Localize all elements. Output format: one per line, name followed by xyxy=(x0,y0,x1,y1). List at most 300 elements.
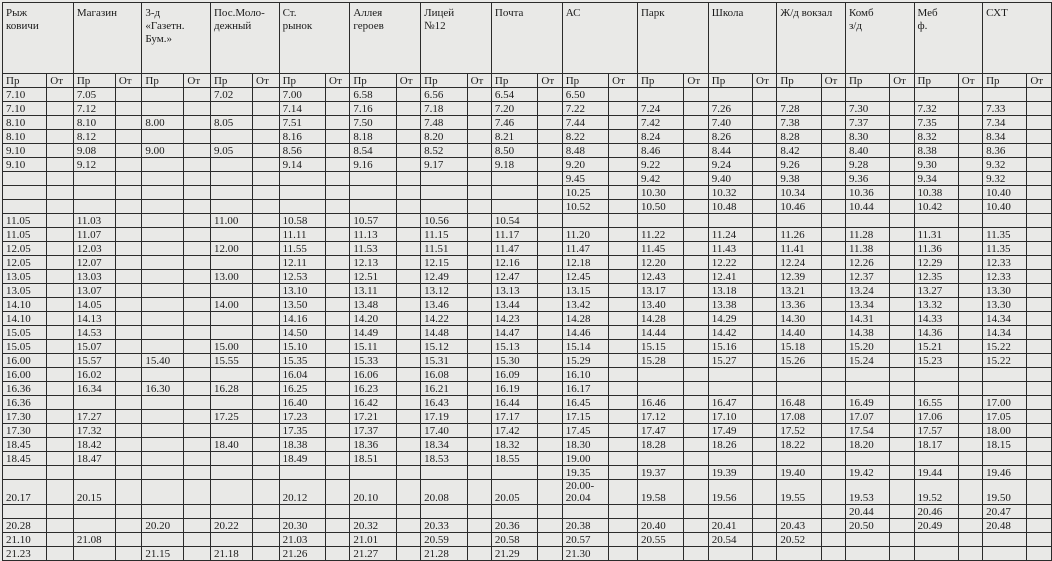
empty-ot-cell xyxy=(753,242,777,256)
empty-ot-cell xyxy=(538,452,562,466)
empty-ot-cell xyxy=(253,284,280,298)
empty-ot-cell xyxy=(47,116,74,130)
departure-time-cell xyxy=(777,547,821,561)
empty-ot-cell xyxy=(396,533,420,547)
departure-time-cell: 7.12 xyxy=(73,102,115,116)
direction-ot-label: От xyxy=(821,74,845,88)
empty-ot-cell xyxy=(47,298,74,312)
departure-time-cell: 11.35 xyxy=(983,228,1027,242)
departure-time-cell: 20.52 xyxy=(777,533,821,547)
empty-ot-cell xyxy=(1027,88,1052,102)
departure-time-cell: 12.07 xyxy=(73,256,115,270)
departure-time-cell: 15.05 xyxy=(3,326,47,340)
empty-ot-cell xyxy=(684,228,708,242)
empty-ot-cell xyxy=(958,452,982,466)
empty-ot-cell xyxy=(609,270,638,284)
timetable-row xyxy=(3,533,1052,547)
empty-ot-cell xyxy=(684,172,708,186)
departure-time-cell: 20.40 xyxy=(637,519,683,533)
empty-ot-cell xyxy=(115,505,142,519)
departure-time-cell: 13.34 xyxy=(845,298,889,312)
empty-ot-cell xyxy=(1027,200,1052,214)
departure-time-cell: 15.57 xyxy=(73,354,115,368)
departure-time-cell: 12.43 xyxy=(637,270,683,284)
departure-time-cell xyxy=(73,186,115,200)
departure-time-cell: 10.50 xyxy=(637,200,683,214)
departure-time-cell xyxy=(142,172,184,186)
empty-ot-cell xyxy=(821,354,845,368)
empty-ot-cell xyxy=(538,270,562,284)
departure-time-cell xyxy=(708,452,752,466)
direction-pr-label: Пр xyxy=(637,74,683,88)
empty-ot-cell xyxy=(609,256,638,270)
departure-time-cell xyxy=(210,200,252,214)
timetable-body xyxy=(3,88,1052,561)
empty-ot-cell xyxy=(538,438,562,452)
departure-time-cell: 11.07 xyxy=(73,228,115,242)
departure-time-cell: 14.28 xyxy=(637,312,683,326)
empty-ot-cell xyxy=(890,256,914,270)
empty-ot-cell xyxy=(396,410,420,424)
direction-ot-label: От xyxy=(958,74,982,88)
departure-time-cell xyxy=(73,466,115,480)
empty-ot-cell xyxy=(115,214,142,228)
empty-ot-cell xyxy=(1027,368,1052,382)
empty-ot-cell xyxy=(253,186,280,200)
departure-time-cell: 15.35 xyxy=(279,354,325,368)
departure-time-cell: 8.10 xyxy=(73,116,115,130)
empty-ot-cell xyxy=(958,533,982,547)
empty-ot-cell xyxy=(890,533,914,547)
departure-time-cell: 20.38 xyxy=(562,519,608,533)
departure-time-cell: 9.05 xyxy=(210,144,252,158)
empty-ot-cell xyxy=(396,424,420,438)
empty-ot-cell xyxy=(467,116,491,130)
empty-ot-cell xyxy=(47,533,74,547)
departure-time-cell: 14.48 xyxy=(421,326,467,340)
timetable-row xyxy=(3,466,1052,480)
empty-ot-cell xyxy=(538,158,562,172)
departure-time-cell: 15.24 xyxy=(845,354,889,368)
empty-ot-cell xyxy=(753,424,777,438)
departure-time-cell: 10.54 xyxy=(491,214,537,228)
timetable-row xyxy=(3,256,1052,270)
departure-time-cell: 16.00 xyxy=(3,354,47,368)
departure-time-cell: 7.14 xyxy=(279,102,325,116)
empty-ot-cell xyxy=(753,256,777,270)
empty-ot-cell xyxy=(821,298,845,312)
departure-time-cell xyxy=(3,466,47,480)
departure-time-cell xyxy=(142,284,184,298)
direction-ot-label: От xyxy=(115,74,142,88)
departure-time-cell: 17.07 xyxy=(845,410,889,424)
empty-ot-cell xyxy=(684,312,708,326)
departure-time-cell: 12.35 xyxy=(914,270,958,284)
empty-ot-cell xyxy=(184,298,211,312)
departure-time-cell: 14.47 xyxy=(491,326,537,340)
departure-time-cell: 18.45 xyxy=(3,452,47,466)
empty-ot-cell xyxy=(47,312,74,326)
departure-time-cell xyxy=(845,452,889,466)
empty-ot-cell xyxy=(467,410,491,424)
empty-ot-cell xyxy=(821,438,845,452)
empty-ot-cell xyxy=(684,354,708,368)
departure-time-cell: 11.05 xyxy=(3,214,47,228)
empty-ot-cell xyxy=(684,88,708,102)
departure-time-cell: 11.51 xyxy=(421,242,467,256)
empty-ot-cell xyxy=(890,368,914,382)
departure-time-cell: 8.42 xyxy=(777,144,821,158)
empty-ot-cell xyxy=(47,284,74,298)
empty-ot-cell xyxy=(47,256,74,270)
departure-time-cell: 18.53 xyxy=(421,452,467,466)
empty-ot-cell xyxy=(538,382,562,396)
timetable-row xyxy=(3,116,1052,130)
empty-ot-cell xyxy=(47,326,74,340)
empty-ot-cell xyxy=(821,382,845,396)
departure-time-cell: 16.46 xyxy=(637,396,683,410)
direction-pr-label: Пр xyxy=(491,74,537,88)
departure-time-cell: 10.42 xyxy=(914,200,958,214)
empty-ot-cell xyxy=(1027,382,1052,396)
empty-ot-cell xyxy=(609,396,638,410)
departure-time-cell: 8.38 xyxy=(914,144,958,158)
departure-time-cell: 21.28 xyxy=(421,547,467,561)
departure-time-cell xyxy=(914,382,958,396)
empty-ot-cell xyxy=(184,547,211,561)
departure-time-cell xyxy=(350,466,396,480)
empty-ot-cell xyxy=(326,130,350,144)
empty-ot-cell xyxy=(609,547,638,561)
departure-time-cell: 19.40 xyxy=(777,466,821,480)
empty-ot-cell xyxy=(890,214,914,228)
departure-time-cell: 12.15 xyxy=(421,256,467,270)
departure-time-cell xyxy=(210,424,252,438)
departure-time-cell xyxy=(142,102,184,116)
empty-ot-cell xyxy=(958,102,982,116)
direction-pr-label: Пр xyxy=(279,74,325,88)
timetable-row xyxy=(3,505,1052,519)
departure-time-cell: 12.47 xyxy=(491,270,537,284)
departure-time-cell: 8.30 xyxy=(845,130,889,144)
departure-time-cell: 16.43 xyxy=(421,396,467,410)
empty-ot-cell xyxy=(326,505,350,519)
empty-ot-cell xyxy=(115,256,142,270)
departure-time-cell xyxy=(421,466,467,480)
empty-ot-cell xyxy=(326,186,350,200)
departure-time-cell: 20.50 xyxy=(845,519,889,533)
departure-time-cell: 18.15 xyxy=(983,438,1027,452)
departure-time-cell: 17.06 xyxy=(914,410,958,424)
departure-time-cell: 14.33 xyxy=(914,312,958,326)
departure-time-cell: 15.21 xyxy=(914,340,958,354)
empty-ot-cell xyxy=(958,396,982,410)
empty-ot-cell xyxy=(821,368,845,382)
empty-ot-cell xyxy=(467,228,491,242)
empty-ot-cell xyxy=(684,480,708,505)
departure-time-cell: 15.15 xyxy=(637,340,683,354)
empty-ot-cell xyxy=(47,466,74,480)
empty-ot-cell xyxy=(958,519,982,533)
departure-time-cell: 20.33 xyxy=(421,519,467,533)
departure-time-cell xyxy=(914,214,958,228)
departure-time-cell xyxy=(983,88,1027,102)
departure-time-cell xyxy=(210,158,252,172)
departure-time-cell: 20.43 xyxy=(777,519,821,533)
empty-ot-cell xyxy=(326,438,350,452)
departure-time-cell: 15.14 xyxy=(562,340,608,354)
departure-time-cell: 18.34 xyxy=(421,438,467,452)
empty-ot-cell xyxy=(253,452,280,466)
empty-ot-cell xyxy=(1027,424,1052,438)
empty-ot-cell xyxy=(1027,466,1052,480)
empty-ot-cell xyxy=(115,396,142,410)
departure-time-cell: 18.55 xyxy=(491,452,537,466)
empty-ot-cell xyxy=(115,424,142,438)
departure-time-cell: 10.38 xyxy=(914,186,958,200)
departure-time-cell: 15.11 xyxy=(350,340,396,354)
empty-ot-cell xyxy=(684,158,708,172)
empty-ot-cell xyxy=(538,130,562,144)
empty-ot-cell xyxy=(326,519,350,533)
empty-ot-cell xyxy=(609,480,638,505)
empty-ot-cell xyxy=(609,354,638,368)
empty-ot-cell xyxy=(115,368,142,382)
departure-time-cell: 14.23 xyxy=(491,312,537,326)
empty-ot-cell xyxy=(326,452,350,466)
departure-time-cell xyxy=(914,368,958,382)
empty-ot-cell xyxy=(396,256,420,270)
departure-time-cell: 10.46 xyxy=(777,200,821,214)
empty-ot-cell xyxy=(396,480,420,505)
empty-ot-cell xyxy=(958,214,982,228)
departure-time-cell xyxy=(73,172,115,186)
departure-time-cell: 13.36 xyxy=(777,298,821,312)
departure-time-cell: 12.11 xyxy=(279,256,325,270)
departure-time-cell: 11.11 xyxy=(279,228,325,242)
empty-ot-cell xyxy=(821,144,845,158)
departure-time-cell: 20.36 xyxy=(491,519,537,533)
empty-ot-cell xyxy=(47,396,74,410)
empty-ot-cell xyxy=(326,284,350,298)
empty-ot-cell xyxy=(184,354,211,368)
empty-ot-cell xyxy=(609,242,638,256)
departure-time-cell: 10.52 xyxy=(562,200,608,214)
empty-ot-cell xyxy=(253,256,280,270)
empty-ot-cell xyxy=(396,519,420,533)
empty-ot-cell xyxy=(253,368,280,382)
departure-time-cell xyxy=(350,172,396,186)
departure-time-cell: 19.53 xyxy=(845,480,889,505)
departure-time-cell: 8.36 xyxy=(983,144,1027,158)
departure-time-cell: 20.10 xyxy=(350,480,396,505)
empty-ot-cell xyxy=(115,144,142,158)
departure-time-cell: 17.23 xyxy=(279,410,325,424)
empty-ot-cell xyxy=(326,298,350,312)
departure-time-cell: 9.10 xyxy=(3,158,47,172)
empty-ot-cell xyxy=(253,312,280,326)
empty-ot-cell xyxy=(184,284,211,298)
empty-ot-cell xyxy=(1027,256,1052,270)
empty-ot-cell xyxy=(753,144,777,158)
departure-time-cell: 17.08 xyxy=(777,410,821,424)
empty-ot-cell xyxy=(396,340,420,354)
empty-ot-cell xyxy=(467,547,491,561)
departure-time-cell: 14.00 xyxy=(210,298,252,312)
departure-time-cell: 8.21 xyxy=(491,130,537,144)
departure-time-cell: 19.55 xyxy=(777,480,821,505)
departure-time-cell: 16.30 xyxy=(142,382,184,396)
empty-ot-cell xyxy=(467,130,491,144)
empty-ot-cell xyxy=(821,186,845,200)
empty-ot-cell xyxy=(684,424,708,438)
empty-ot-cell xyxy=(47,88,74,102)
empty-ot-cell xyxy=(753,172,777,186)
departure-time-cell xyxy=(350,505,396,519)
departure-time-cell: 8.12 xyxy=(73,130,115,144)
departure-time-cell: 10.57 xyxy=(350,214,396,228)
departure-time-cell: 16.02 xyxy=(73,368,115,382)
departure-time-cell: 16.34 xyxy=(73,382,115,396)
departure-time-cell xyxy=(983,547,1027,561)
departure-time-cell: 18.26 xyxy=(708,438,752,452)
departure-time-cell xyxy=(210,130,252,144)
empty-ot-cell xyxy=(115,102,142,116)
empty-ot-cell xyxy=(115,116,142,130)
departure-time-cell: 12.05 xyxy=(3,256,47,270)
departure-time-cell: 7.10 xyxy=(3,102,47,116)
departure-time-cell xyxy=(142,228,184,242)
departure-time-cell: 14.38 xyxy=(845,326,889,340)
departure-time-cell: 14.20 xyxy=(350,312,396,326)
departure-time-cell: 11.36 xyxy=(914,242,958,256)
empty-ot-cell xyxy=(184,116,211,130)
departure-time-cell: 11.53 xyxy=(350,242,396,256)
stop-name: Ст. рынок xyxy=(279,3,350,74)
departure-time-cell: 12.39 xyxy=(777,270,821,284)
departure-time-cell xyxy=(708,88,752,102)
timetable-row xyxy=(3,519,1052,533)
empty-ot-cell xyxy=(467,284,491,298)
departure-time-cell xyxy=(142,158,184,172)
stop-name: Аллея героев xyxy=(350,3,421,74)
departure-time-cell: 15.33 xyxy=(350,354,396,368)
empty-ot-cell xyxy=(753,340,777,354)
departure-time-cell: 20.58 xyxy=(491,533,537,547)
empty-ot-cell xyxy=(396,200,420,214)
departure-time-cell: 18.45 xyxy=(3,438,47,452)
empty-ot-cell xyxy=(684,130,708,144)
departure-time-cell: 7.22 xyxy=(562,102,608,116)
departure-time-cell: 15.18 xyxy=(777,340,821,354)
stop-name: 3-д «Газетн. Бум.» xyxy=(142,3,211,74)
departure-time-cell: 17.54 xyxy=(845,424,889,438)
empty-ot-cell xyxy=(753,158,777,172)
timetable-row xyxy=(3,144,1052,158)
departure-time-cell: 21.03 xyxy=(279,533,325,547)
departure-time-cell xyxy=(210,284,252,298)
empty-ot-cell xyxy=(47,102,74,116)
empty-ot-cell xyxy=(609,116,638,130)
empty-ot-cell xyxy=(753,466,777,480)
departure-time-cell: 11.15 xyxy=(421,228,467,242)
empty-ot-cell xyxy=(538,340,562,354)
departure-time-cell: 19.50 xyxy=(983,480,1027,505)
departure-time-cell: 17.45 xyxy=(562,424,608,438)
empty-ot-cell xyxy=(890,547,914,561)
departure-time-cell: 14.31 xyxy=(845,312,889,326)
empty-ot-cell xyxy=(958,186,982,200)
empty-ot-cell xyxy=(184,533,211,547)
departure-time-cell: 17.52 xyxy=(777,424,821,438)
empty-ot-cell xyxy=(326,144,350,158)
empty-ot-cell xyxy=(115,547,142,561)
empty-ot-cell xyxy=(821,340,845,354)
empty-ot-cell xyxy=(326,256,350,270)
empty-ot-cell xyxy=(396,284,420,298)
departure-time-cell: 7.16 xyxy=(350,102,396,116)
departure-time-cell xyxy=(708,214,752,228)
empty-ot-cell xyxy=(538,410,562,424)
departure-time-cell xyxy=(777,505,821,519)
stop-name: Пос.Моло- дежный xyxy=(210,3,279,74)
departure-time-cell xyxy=(491,186,537,200)
departure-time-cell: 13.38 xyxy=(708,298,752,312)
empty-ot-cell xyxy=(1027,144,1052,158)
departure-time-cell: 14.10 xyxy=(3,312,47,326)
departure-time-cell: 20.57 xyxy=(562,533,608,547)
departure-time-cell: 13.15 xyxy=(562,284,608,298)
departure-time-cell: 17.17 xyxy=(491,410,537,424)
empty-ot-cell xyxy=(467,382,491,396)
departure-time-cell: 9.20 xyxy=(562,158,608,172)
departure-time-cell: 21.23 xyxy=(3,547,47,561)
departure-time-cell xyxy=(845,88,889,102)
departure-time-cell xyxy=(708,505,752,519)
empty-ot-cell xyxy=(467,533,491,547)
departure-time-cell xyxy=(845,214,889,228)
empty-ot-cell xyxy=(253,533,280,547)
empty-ot-cell xyxy=(958,505,982,519)
empty-ot-cell xyxy=(47,270,74,284)
empty-ot-cell xyxy=(467,505,491,519)
departure-time-cell: 14.30 xyxy=(777,312,821,326)
departure-time-cell: 8.40 xyxy=(845,144,889,158)
empty-ot-cell xyxy=(467,340,491,354)
empty-ot-cell xyxy=(958,466,982,480)
departure-time-cell: 19.52 xyxy=(914,480,958,505)
departure-time-cell xyxy=(142,326,184,340)
empty-ot-cell xyxy=(538,88,562,102)
empty-ot-cell xyxy=(184,382,211,396)
empty-ot-cell xyxy=(538,505,562,519)
departure-time-cell: 12.16 xyxy=(491,256,537,270)
empty-ot-cell xyxy=(467,480,491,505)
empty-ot-cell xyxy=(184,130,211,144)
departure-time-cell: 11.20 xyxy=(562,228,608,242)
empty-ot-cell xyxy=(47,354,74,368)
empty-ot-cell xyxy=(184,270,211,284)
departure-time-cell: 20.22 xyxy=(210,519,252,533)
empty-ot-cell xyxy=(890,326,914,340)
departure-time-cell: 17.21 xyxy=(350,410,396,424)
direction-pr-label: Пр xyxy=(983,74,1027,88)
empty-ot-cell xyxy=(1027,228,1052,242)
empty-ot-cell xyxy=(890,172,914,186)
empty-ot-cell xyxy=(821,519,845,533)
empty-ot-cell xyxy=(326,424,350,438)
departure-time-cell: 8.20 xyxy=(421,130,467,144)
